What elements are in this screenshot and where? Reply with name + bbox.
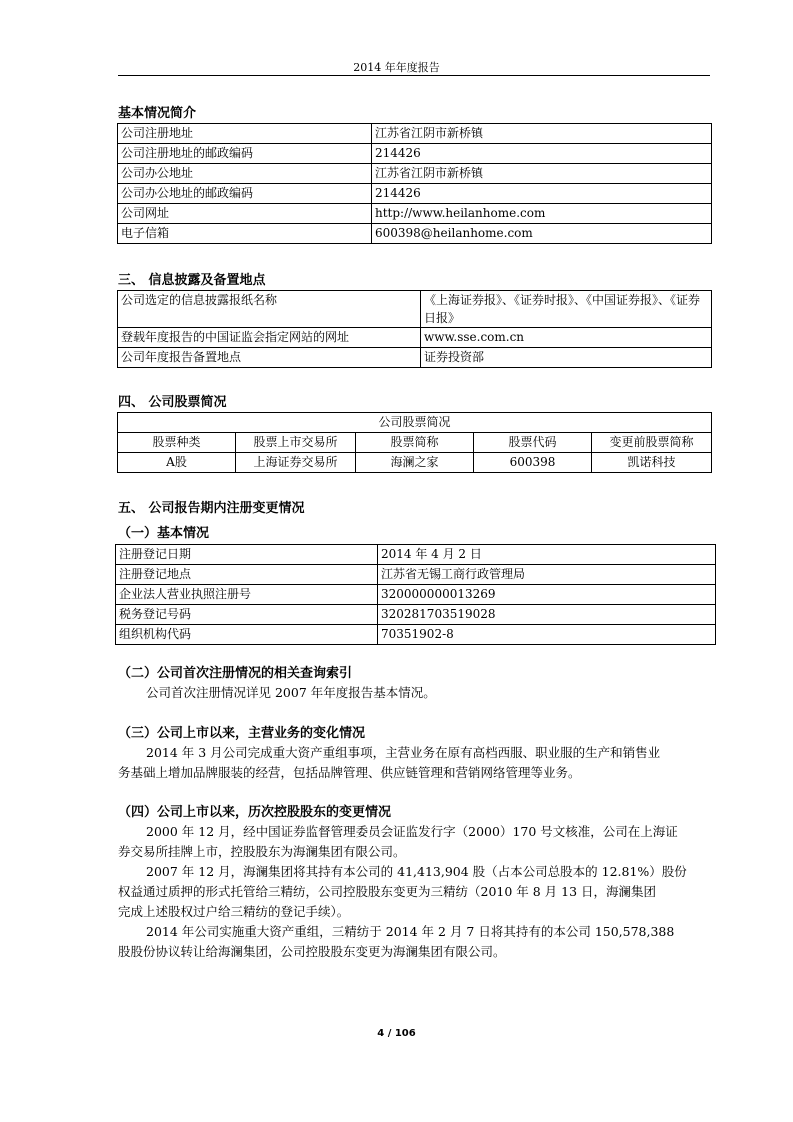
- row-label: 公司网址: [118, 204, 372, 224]
- table-row: [116, 565, 716, 585]
- row-label: 公司注册地址的邮政编码: [118, 144, 372, 164]
- column-header: 股票简称: [356, 433, 474, 453]
- disclosure-table: [117, 290, 712, 368]
- table-row: [118, 224, 712, 244]
- sub4-paragraph-line: 券交易所挂牌上市，控股股东为海澜集团有限公司。: [118, 844, 406, 859]
- row-value: 70351902-8: [378, 625, 716, 645]
- row-label: 组织机构代码: [116, 625, 378, 645]
- sub4-paragraph-line: 完成上述股权过户给三精纺的登记手续）。: [118, 904, 350, 919]
- table-row: [118, 164, 712, 184]
- sub3-paragraph-line: 务基础上增加品牌服装的经营，包括品牌管理、供应链管理和营销网络管理等业务。: [118, 765, 581, 780]
- row-label: 公司选定的信息披露报纸名称: [118, 291, 421, 328]
- column-header: 股票上市交易所: [236, 433, 356, 453]
- table-row: [118, 184, 712, 204]
- row-value: 江苏省江阴市新桥镇: [372, 164, 712, 184]
- row-value: 证券投资部: [421, 348, 712, 368]
- section-basic-heading: 基本情况简介: [118, 106, 197, 121]
- row-value: 214426: [372, 144, 712, 164]
- table-cell: A股: [118, 453, 236, 473]
- page-header-title: 2014 年年度报告: [353, 61, 440, 74]
- row-value: 214426: [372, 184, 712, 204]
- section5-heading: 五、 公司报告期内注册变更情况: [118, 501, 305, 516]
- table-row: [118, 204, 712, 224]
- row-value: 600398@heilanhome.com: [372, 224, 712, 244]
- basic-info-table: [117, 123, 712, 244]
- sub4-paragraph-line: 权益通过质押的形式托管给三精纺，公司控股股东变更为三精纺（2010 年 8 月 13 日，海澜集团: [118, 884, 657, 899]
- table-row: [116, 545, 716, 565]
- header-divider: [118, 75, 710, 76]
- table-row: [118, 453, 712, 473]
- table-row: [118, 144, 712, 164]
- row-value: 320281703519028: [378, 605, 716, 625]
- table-header-row: [118, 433, 712, 453]
- column-header: 变更前股票简称: [592, 433, 712, 453]
- table-cell: 海澜之家: [356, 453, 474, 473]
- sub4-paragraph-line: 股股份协议转让给海澜集团，公司控股股东变更为海澜集团有限公司。: [118, 944, 506, 959]
- table-cell: 上海证券交易所: [236, 453, 356, 473]
- row-label: 企业法人营业执照注册号: [116, 585, 378, 605]
- table-title-row: [118, 413, 712, 433]
- registration-table: [115, 544, 716, 645]
- table-row: [118, 124, 712, 144]
- section5-sub4-heading: （四）公司上市以来，历次控股股东的变更情况: [118, 805, 392, 820]
- sub2-paragraph: 公司首次注册情况详见 2007 年年度报告基本情况。: [146, 685, 436, 700]
- table-title: 公司股票简况: [118, 413, 712, 433]
- table-row: [118, 348, 712, 368]
- row-value: http://www.heilanhome.com: [372, 204, 712, 224]
- row-label: 税务登记号码: [116, 605, 378, 625]
- row-label: 注册登记地点: [116, 565, 378, 585]
- row-value: 320000000013269: [378, 585, 716, 605]
- row-value: 2014 年 4 月 2 日: [378, 545, 716, 565]
- table-row: [118, 328, 712, 348]
- row-value: 江苏省无锡工商行政管理局: [378, 565, 716, 585]
- row-label: 公司注册地址: [118, 124, 372, 144]
- sub4-paragraph-line: 2007 年 12 月，海澜集团将其持有本公司的 41,413,904 股（占本公司总股本的 12.81%）股份: [146, 864, 687, 879]
- section5-sub2-heading: （二）公司首次注册情况的相关查询索引: [118, 666, 353, 681]
- row-label: 注册登记日期: [116, 545, 378, 565]
- table-row: [118, 291, 712, 328]
- section4-heading: 四、 公司股票简况: [118, 395, 227, 410]
- page-number: 4 / 106: [377, 1028, 416, 1039]
- column-header: 股票代码: [474, 433, 592, 453]
- table-row: [116, 605, 716, 625]
- row-value: 《上海证券报》、《证券时报》、《中国证券报》、《证券日报》: [421, 291, 712, 328]
- table-cell: 凯诺科技: [592, 453, 712, 473]
- row-label: 登载年度报告的中国证监会指定网站的网址: [118, 328, 421, 348]
- table-row: [116, 625, 716, 645]
- row-label: 公司办公地址的邮政编码: [118, 184, 372, 204]
- section3-heading: 三、 信息披露及备置地点: [118, 273, 266, 288]
- table-cell: 600398: [474, 453, 592, 473]
- stock-table: [117, 412, 712, 473]
- table-row: [116, 585, 716, 605]
- column-header: 股票种类: [118, 433, 236, 453]
- sub3-paragraph-line: 2014 年 3 月公司完成重大资产重组事项，主营业务在原有高档西服、职业服的生产和销售业: [146, 745, 661, 760]
- row-label: 公司年度报告备置地点: [118, 348, 421, 368]
- row-value: 江苏省江阴市新桥镇: [372, 124, 712, 144]
- row-value: www.sse.com.cn: [421, 328, 712, 348]
- row-label: 公司办公地址: [118, 164, 372, 184]
- sub4-paragraph-line: 2000 年 12 月，经中国证券监督管理委员会证监发行字（2000）170 号文核准，公司在上海证: [146, 824, 678, 839]
- sub4-paragraph-line: 2014 年公司实施重大资产重组，三精纺于 2014 年 2 月 7 日将其持有的本公司 150,578,388: [146, 924, 675, 939]
- section5-sub3-heading: （三）公司上市以来，主营业务的变化情况: [118, 726, 366, 741]
- section5-sub1-heading: （一）基本情况: [118, 526, 210, 541]
- row-label: 电子信箱: [118, 224, 372, 244]
